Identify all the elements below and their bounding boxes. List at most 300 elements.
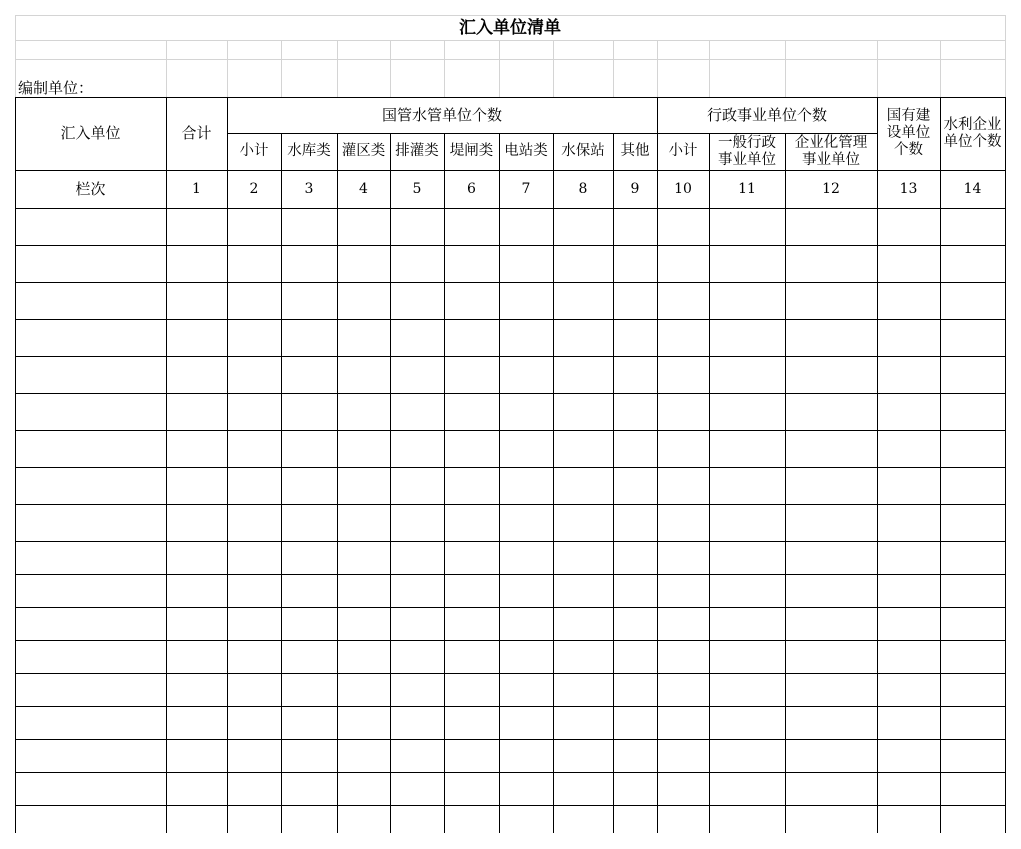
table-cell[interactable] bbox=[227, 541, 281, 574]
table-cell[interactable] bbox=[281, 319, 337, 356]
index-row-label: 栏次 bbox=[75, 179, 106, 198]
table-cell[interactable] bbox=[390, 245, 444, 282]
table-cell[interactable] bbox=[785, 245, 877, 282]
table-cell[interactable] bbox=[877, 356, 940, 393]
table-cell[interactable] bbox=[337, 541, 390, 574]
table-cell[interactable] bbox=[337, 772, 390, 805]
table-cell[interactable] bbox=[613, 430, 657, 467]
table-cell[interactable] bbox=[940, 208, 1005, 245]
table-cell[interactable] bbox=[444, 356, 499, 393]
table-cell[interactable] bbox=[877, 640, 940, 673]
table-cell[interactable] bbox=[613, 673, 657, 706]
table-cell[interactable] bbox=[444, 574, 499, 607]
table-cell[interactable] bbox=[877, 282, 940, 319]
table-cell[interactable] bbox=[613, 467, 657, 504]
table-cell[interactable] bbox=[709, 282, 785, 319]
table-cell[interactable] bbox=[877, 574, 940, 607]
table-cell[interactable] bbox=[940, 541, 1005, 574]
table-cell[interactable] bbox=[15, 393, 166, 430]
table-cell[interactable] bbox=[15, 607, 166, 640]
table-cell[interactable] bbox=[390, 739, 444, 772]
table-cell[interactable] bbox=[15, 504, 166, 541]
table-cell[interactable] bbox=[444, 430, 499, 467]
table-cell[interactable] bbox=[785, 541, 877, 574]
subheader-cell: 排灌类 bbox=[395, 143, 439, 159]
table-cell[interactable] bbox=[657, 772, 709, 805]
table-cell[interactable] bbox=[877, 739, 940, 772]
subheader-cell: 一般行政事业单位 bbox=[718, 134, 776, 168]
table-cell[interactable] bbox=[785, 607, 877, 640]
column-index: 6 bbox=[467, 180, 476, 197]
table-cell[interactable] bbox=[785, 356, 877, 393]
table-cell[interactable] bbox=[337, 607, 390, 640]
table-cell[interactable] bbox=[499, 504, 553, 541]
table-cell[interactable] bbox=[785, 805, 877, 833]
table-cell[interactable] bbox=[709, 467, 785, 504]
table-cell[interactable] bbox=[15, 319, 166, 356]
table-cell[interactable] bbox=[444, 282, 499, 319]
table-cell[interactable] bbox=[709, 739, 785, 772]
table-cell[interactable] bbox=[877, 706, 940, 739]
table-cell[interactable] bbox=[499, 805, 553, 833]
table-cell[interactable] bbox=[281, 706, 337, 739]
column-index: 4 bbox=[359, 180, 368, 197]
table-cell[interactable] bbox=[227, 208, 281, 245]
table-cell[interactable] bbox=[553, 504, 613, 541]
table-cell[interactable] bbox=[227, 393, 281, 430]
table-cell[interactable] bbox=[227, 805, 281, 833]
table-cell[interactable] bbox=[281, 208, 337, 245]
table-cell[interactable] bbox=[499, 739, 553, 772]
table-cell[interactable] bbox=[390, 356, 444, 393]
table-cell[interactable] bbox=[940, 504, 1005, 541]
table-cell[interactable] bbox=[15, 805, 166, 833]
table-cell[interactable] bbox=[709, 574, 785, 607]
table-cell[interactable] bbox=[337, 245, 390, 282]
table-cell[interactable] bbox=[390, 430, 444, 467]
table-cell[interactable] bbox=[444, 772, 499, 805]
table-cell[interactable] bbox=[940, 673, 1005, 706]
table-cell[interactable] bbox=[337, 673, 390, 706]
table-cell[interactable] bbox=[657, 504, 709, 541]
table-cell[interactable] bbox=[390, 673, 444, 706]
table-cell[interactable] bbox=[613, 393, 657, 430]
sheet-title: 汇入单位清单 bbox=[459, 18, 561, 38]
table-cell[interactable] bbox=[657, 467, 709, 504]
table-cell[interactable] bbox=[553, 640, 613, 673]
table-cell[interactable] bbox=[444, 739, 499, 772]
table-cell[interactable] bbox=[613, 640, 657, 673]
table-cell[interactable] bbox=[444, 208, 499, 245]
table-cell[interactable] bbox=[499, 640, 553, 673]
table-cell[interactable] bbox=[390, 208, 444, 245]
table-cell[interactable] bbox=[499, 574, 553, 607]
table-cell[interactable] bbox=[785, 467, 877, 504]
table-cell[interactable] bbox=[337, 574, 390, 607]
table-cell[interactable] bbox=[281, 356, 337, 393]
header-group-admin: 行政事业单位个数 bbox=[706, 105, 827, 124]
table-cell[interactable] bbox=[940, 739, 1005, 772]
table-cell[interactable] bbox=[709, 640, 785, 673]
table-cell[interactable] bbox=[877, 467, 940, 504]
table-cell[interactable] bbox=[613, 706, 657, 739]
table-cell[interactable] bbox=[940, 356, 1005, 393]
table-cell[interactable] bbox=[227, 607, 281, 640]
table-cell[interactable] bbox=[15, 574, 166, 607]
table-cell[interactable] bbox=[553, 282, 613, 319]
table-cell[interactable] bbox=[281, 805, 337, 833]
table-cell[interactable] bbox=[390, 541, 444, 574]
table-cell[interactable] bbox=[499, 430, 553, 467]
subheader-cell: 企业化管理事业单位 bbox=[794, 134, 868, 168]
table-cell[interactable] bbox=[227, 673, 281, 706]
table-cell[interactable] bbox=[709, 504, 785, 541]
column-index: 14 bbox=[963, 180, 982, 197]
table-cell[interactable] bbox=[499, 467, 553, 504]
table-cell[interactable] bbox=[499, 319, 553, 356]
table-cell[interactable] bbox=[337, 467, 390, 504]
table-cell[interactable] bbox=[940, 282, 1005, 319]
table-cell[interactable] bbox=[390, 706, 444, 739]
table-cell[interactable] bbox=[15, 739, 166, 772]
table-cell[interactable] bbox=[613, 356, 657, 393]
column-index: 5 bbox=[412, 180, 422, 197]
table-cell[interactable] bbox=[166, 504, 227, 541]
table-cell[interactable] bbox=[940, 772, 1005, 805]
table-cell[interactable] bbox=[15, 430, 166, 467]
table-cell[interactable] bbox=[166, 607, 227, 640]
column-index: 7 bbox=[521, 180, 531, 197]
table-cell[interactable] bbox=[227, 504, 281, 541]
table-cell[interactable] bbox=[940, 805, 1005, 833]
table-cell[interactable] bbox=[227, 739, 281, 772]
column-index: 11 bbox=[738, 180, 756, 197]
table-cell[interactable] bbox=[553, 208, 613, 245]
table-cell[interactable] bbox=[553, 574, 613, 607]
header-group-state: 国管水管单位个数 bbox=[381, 105, 502, 124]
table-cell[interactable] bbox=[444, 640, 499, 673]
subheader-cell: 水保站 bbox=[561, 143, 605, 159]
column-index: 13 bbox=[899, 180, 918, 197]
table-cell[interactable] bbox=[553, 393, 613, 430]
table-cell[interactable] bbox=[227, 467, 281, 504]
table-cell[interactable] bbox=[227, 574, 281, 607]
table-cell[interactable] bbox=[709, 607, 785, 640]
table-cell[interactable] bbox=[709, 245, 785, 282]
table-cell[interactable] bbox=[499, 706, 553, 739]
subheader-cell: 小计 bbox=[239, 143, 269, 159]
table-cell[interactable] bbox=[166, 282, 227, 319]
table-cell[interactable] bbox=[785, 673, 877, 706]
table-cell[interactable] bbox=[657, 706, 709, 739]
table-cell[interactable] bbox=[553, 245, 613, 282]
table-cell[interactable] bbox=[940, 640, 1005, 673]
table-cell[interactable] bbox=[709, 208, 785, 245]
table-cell[interactable] bbox=[657, 541, 709, 574]
table-cell[interactable] bbox=[553, 805, 613, 833]
table-cell[interactable] bbox=[499, 245, 553, 282]
table-cell[interactable] bbox=[709, 706, 785, 739]
table-cell[interactable] bbox=[15, 245, 166, 282]
table-cell[interactable] bbox=[877, 541, 940, 574]
table-cell[interactable] bbox=[337, 706, 390, 739]
table-cell[interactable] bbox=[785, 319, 877, 356]
table-cell[interactable] bbox=[281, 467, 337, 504]
table-cell[interactable] bbox=[227, 356, 281, 393]
table-cell[interactable] bbox=[709, 805, 785, 833]
table-cell[interactable] bbox=[337, 430, 390, 467]
table-cell[interactable] bbox=[499, 208, 553, 245]
table-cell[interactable] bbox=[785, 504, 877, 541]
table-cell[interactable] bbox=[553, 739, 613, 772]
table-cell[interactable] bbox=[337, 504, 390, 541]
table-cell[interactable] bbox=[940, 245, 1005, 282]
table-cell[interactable] bbox=[940, 319, 1005, 356]
table-cell[interactable] bbox=[709, 541, 785, 574]
table-cell[interactable] bbox=[657, 393, 709, 430]
table-cell[interactable] bbox=[281, 739, 337, 772]
table-cell[interactable] bbox=[940, 607, 1005, 640]
table-cell[interactable] bbox=[709, 772, 785, 805]
table-cell[interactable] bbox=[337, 393, 390, 430]
table-cell[interactable] bbox=[613, 607, 657, 640]
table-cell[interactable] bbox=[444, 393, 499, 430]
table-cell[interactable] bbox=[444, 607, 499, 640]
table-cell[interactable] bbox=[785, 430, 877, 467]
column-index: 3 bbox=[304, 180, 314, 197]
table-cell[interactable] bbox=[709, 673, 785, 706]
table-cell[interactable] bbox=[227, 640, 281, 673]
table-cell[interactable] bbox=[390, 467, 444, 504]
table-cell[interactable] bbox=[785, 574, 877, 607]
table-cell[interactable] bbox=[281, 393, 337, 430]
table-cell[interactable] bbox=[227, 245, 281, 282]
table-cell[interactable] bbox=[390, 504, 444, 541]
table-cell[interactable] bbox=[877, 607, 940, 640]
table-cell[interactable] bbox=[390, 282, 444, 319]
table-cell[interactable] bbox=[444, 673, 499, 706]
table-cell[interactable] bbox=[337, 640, 390, 673]
table-cell[interactable] bbox=[390, 805, 444, 833]
table-cell[interactable] bbox=[390, 607, 444, 640]
table-cell[interactable] bbox=[940, 430, 1005, 467]
table-cell[interactable] bbox=[444, 504, 499, 541]
table-cell[interactable] bbox=[499, 282, 553, 319]
table-cell[interactable] bbox=[166, 772, 227, 805]
table-cell[interactable] bbox=[877, 805, 940, 833]
table-cell[interactable] bbox=[657, 574, 709, 607]
table-cell[interactable] bbox=[166, 640, 227, 673]
table-cell[interactable] bbox=[15, 706, 166, 739]
table-cell[interactable] bbox=[785, 393, 877, 430]
table-cell[interactable] bbox=[444, 706, 499, 739]
table-cell[interactable] bbox=[166, 245, 227, 282]
table-cell[interactable] bbox=[166, 430, 227, 467]
table-cell[interactable] bbox=[553, 356, 613, 393]
column-index: 8 bbox=[578, 180, 588, 197]
header-total: 合计 bbox=[181, 124, 212, 142]
table-cell[interactable] bbox=[877, 504, 940, 541]
table-cell[interactable] bbox=[444, 319, 499, 356]
table-cell[interactable] bbox=[657, 356, 709, 393]
table-cell[interactable] bbox=[613, 739, 657, 772]
table-cell[interactable] bbox=[166, 467, 227, 504]
table-cell[interactable] bbox=[166, 208, 227, 245]
header-unit: 汇入单位 bbox=[60, 124, 121, 142]
table-cell[interactable] bbox=[390, 393, 444, 430]
subheader-cell: 灌区类 bbox=[341, 143, 386, 159]
table-cell[interactable] bbox=[281, 504, 337, 541]
column-index: 9 bbox=[630, 180, 640, 197]
subheader-cell: 水库类 bbox=[287, 143, 331, 159]
subheader-cell: 小计 bbox=[668, 143, 698, 159]
table-cell[interactable] bbox=[877, 319, 940, 356]
table-cell[interactable] bbox=[337, 356, 390, 393]
table-cell[interactable] bbox=[877, 673, 940, 706]
table-cell[interactable] bbox=[15, 282, 166, 319]
table-cell[interactable] bbox=[390, 640, 444, 673]
table-cell[interactable] bbox=[877, 772, 940, 805]
table-cell[interactable] bbox=[613, 282, 657, 319]
table-cell[interactable] bbox=[281, 541, 337, 574]
table-cell[interactable] bbox=[15, 467, 166, 504]
table-cell[interactable] bbox=[227, 319, 281, 356]
table-cell[interactable] bbox=[15, 208, 166, 245]
table-cell[interactable] bbox=[553, 607, 613, 640]
table-cell[interactable] bbox=[657, 805, 709, 833]
org-label: 编制单位： bbox=[18, 79, 94, 97]
table-cell[interactable] bbox=[499, 393, 553, 430]
table-cell[interactable] bbox=[613, 208, 657, 245]
table-cell[interactable] bbox=[499, 541, 553, 574]
table-cell[interactable] bbox=[940, 467, 1005, 504]
header-state-construction: 国有建设单位个数 bbox=[886, 108, 931, 158]
table-cell[interactable] bbox=[553, 319, 613, 356]
table-cell[interactable] bbox=[390, 319, 444, 356]
table-cell[interactable] bbox=[166, 319, 227, 356]
table-cell[interactable] bbox=[281, 772, 337, 805]
table-cell[interactable] bbox=[709, 319, 785, 356]
table-cell[interactable] bbox=[553, 673, 613, 706]
table-cell[interactable] bbox=[709, 430, 785, 467]
table-cell[interactable] bbox=[785, 640, 877, 673]
table-cell[interactable] bbox=[553, 772, 613, 805]
table-cell[interactable] bbox=[15, 640, 166, 673]
table-cell[interactable] bbox=[166, 673, 227, 706]
header-water-enterprise: 水利企业单位个数 bbox=[943, 116, 1002, 150]
table-cell[interactable] bbox=[281, 673, 337, 706]
table-cell[interactable] bbox=[940, 706, 1005, 739]
table-cell[interactable] bbox=[227, 282, 281, 319]
column-index: 10 bbox=[674, 180, 692, 197]
subheader-cell: 其他 bbox=[620, 143, 650, 159]
table-cell[interactable] bbox=[657, 319, 709, 356]
table-cell[interactable] bbox=[390, 574, 444, 607]
table-cell[interactable] bbox=[940, 393, 1005, 430]
table-cell[interactable] bbox=[657, 282, 709, 319]
table-cell[interactable] bbox=[877, 208, 940, 245]
table-cell[interactable] bbox=[553, 430, 613, 467]
table-cell[interactable] bbox=[657, 430, 709, 467]
table-cell[interactable] bbox=[166, 805, 227, 833]
table-cell[interactable] bbox=[709, 356, 785, 393]
table-cell[interactable] bbox=[877, 430, 940, 467]
table-cell[interactable] bbox=[613, 245, 657, 282]
table-cell[interactable] bbox=[785, 739, 877, 772]
table-cell[interactable] bbox=[657, 208, 709, 245]
table-cell[interactable] bbox=[499, 772, 553, 805]
table-cell[interactable] bbox=[281, 574, 337, 607]
table-cell[interactable] bbox=[499, 607, 553, 640]
table-cell[interactable] bbox=[940, 574, 1005, 607]
table-cell[interactable] bbox=[657, 607, 709, 640]
table-cell[interactable] bbox=[877, 393, 940, 430]
table-cell[interactable] bbox=[657, 673, 709, 706]
table-cell[interactable] bbox=[15, 772, 166, 805]
table-cell[interactable] bbox=[166, 541, 227, 574]
table-cell[interactable] bbox=[166, 393, 227, 430]
table-cell[interactable] bbox=[657, 739, 709, 772]
table-cell[interactable] bbox=[657, 245, 709, 282]
table-cell[interactable] bbox=[337, 739, 390, 772]
table-cell[interactable] bbox=[337, 208, 390, 245]
table-cell[interactable] bbox=[553, 467, 613, 504]
table-cell[interactable] bbox=[281, 640, 337, 673]
table-cell[interactable] bbox=[877, 245, 940, 282]
table-cell[interactable] bbox=[337, 282, 390, 319]
table-cell[interactable] bbox=[281, 282, 337, 319]
table-cell[interactable] bbox=[709, 393, 785, 430]
table-cell[interactable] bbox=[613, 574, 657, 607]
table-cell[interactable] bbox=[337, 805, 390, 833]
table-cell[interactable] bbox=[15, 356, 166, 393]
table-cell[interactable] bbox=[15, 673, 166, 706]
table-cell[interactable] bbox=[227, 430, 281, 467]
table-cell[interactable] bbox=[785, 706, 877, 739]
table-cell[interactable] bbox=[166, 706, 227, 739]
table-cell[interactable] bbox=[281, 245, 337, 282]
table-cell[interactable] bbox=[499, 673, 553, 706]
table-cell[interactable] bbox=[444, 245, 499, 282]
table-cell[interactable] bbox=[613, 805, 657, 833]
subheader-cell: 电站类 bbox=[504, 143, 548, 159]
table-cell[interactable] bbox=[785, 282, 877, 319]
table-cell[interactable] bbox=[444, 541, 499, 574]
table-cell[interactable] bbox=[499, 356, 553, 393]
table-cell[interactable] bbox=[613, 504, 657, 541]
table-cell[interactable] bbox=[613, 541, 657, 574]
table-cell[interactable] bbox=[166, 739, 227, 772]
table-cell[interactable] bbox=[281, 430, 337, 467]
table-cell[interactable] bbox=[444, 805, 499, 833]
table-cell[interactable] bbox=[281, 607, 337, 640]
table-cell[interactable] bbox=[613, 319, 657, 356]
table-cell[interactable] bbox=[337, 319, 390, 356]
table-cell[interactable] bbox=[785, 772, 877, 805]
table-cell[interactable] bbox=[166, 574, 227, 607]
table-cell[interactable] bbox=[227, 772, 281, 805]
table-cell[interactable] bbox=[444, 467, 499, 504]
table-cell[interactable] bbox=[166, 356, 227, 393]
table-cell[interactable] bbox=[390, 772, 444, 805]
table-cell[interactable] bbox=[613, 772, 657, 805]
table-cell[interactable] bbox=[227, 706, 281, 739]
table-cell[interactable] bbox=[553, 706, 613, 739]
table-cell[interactable] bbox=[785, 208, 877, 245]
table-cell[interactable] bbox=[15, 541, 166, 574]
table-cell[interactable] bbox=[553, 541, 613, 574]
table-cell[interactable] bbox=[657, 640, 709, 673]
